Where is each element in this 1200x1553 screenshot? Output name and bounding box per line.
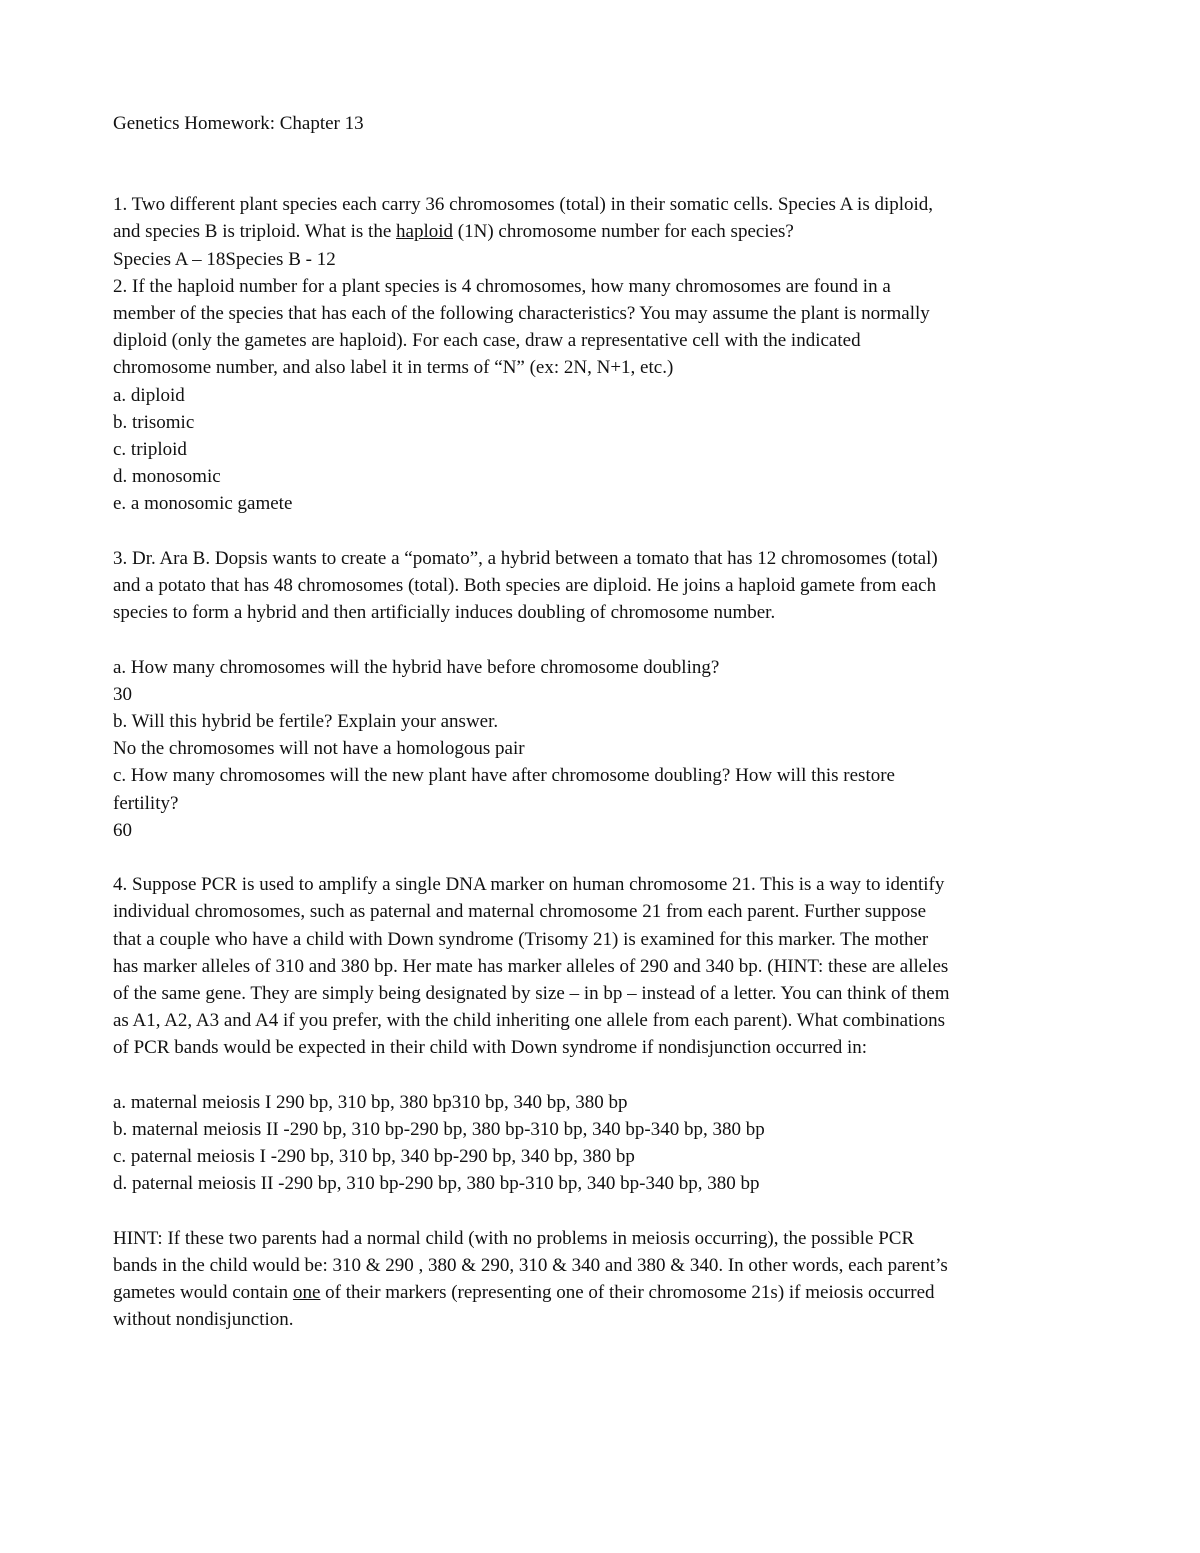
hint-line-2: bands in the child would be: 310 & 290 , 380 & 290, 310 & 340 and 380 & 340. In other words, each parent’s (113, 1255, 948, 1277)
q3-line-3: species to form a hybrid and then artificially induces doubling of chromosome number. (113, 602, 776, 624)
q3-a-answer: 30 (113, 683, 132, 705)
q2-item-a: a. diploid (113, 384, 185, 406)
q4-item-d: d. paternal meiosis II -290 bp, 310 bp-290 bp, 380 bp-310 bp, 340 bp-340 bp, 380 bp (113, 1173, 760, 1195)
question-1 (113, 191, 1120, 273)
question-3 (113, 545, 1120, 844)
q3-c-answer: 60 (113, 819, 132, 841)
q4-line-6: as A1, A2, A3 and A4 if you prefer, with the child inheriting one allele from each parent). What combinations (113, 1010, 946, 1032)
page-title: Genetics Homework: Chapter 13 (113, 113, 364, 134)
q3-line-2: and a potato that has 48 chromosomes (total). Both species are diploid. He joins a haploid gamete from each (113, 575, 937, 597)
q2-item-b: b. trisomic (113, 411, 195, 433)
spacer (113, 518, 1120, 545)
hint-paragraph (113, 1225, 1120, 1334)
q4-item-b: b. maternal meiosis II -290 bp, 310 bp-290 bp, 380 bp-310 bp, 340 bp-340 bp, 380 bp (113, 1119, 765, 1141)
q2-item-e: e. a monosomic gamete (113, 493, 293, 515)
q4-item-a: a. maternal meiosis I 290 bp, 310 bp, 380 bp310 bp, 340 bp, 380 bp (113, 1091, 628, 1113)
q3-line-1: 3. Dr. Ara B. Dopsis wants to create a “pomato”, a hybrid between a tomato that has 12 chromosomes (total) (113, 547, 938, 569)
q3-b-answer: No the chromosomes will not have a homologous pair (113, 738, 525, 760)
q4-line-5: of the same gene. They are simply being designated by size – in bp – instead of a letter. You can think of them (113, 983, 950, 1005)
q3-c-question-1: c. How many chromosomes will the new plant have after chromosome doubling? How will this restore (113, 765, 895, 787)
question-2 (113, 273, 1120, 518)
hint-line-4: without nondisjunction. (113, 1309, 294, 1331)
q3-c-question-2: fertility? (113, 792, 179, 814)
q3-b-question: b. Will this hybrid be fertile? Explain your answer. (113, 711, 499, 733)
q4-line-7: of PCR bands would be expected in their child with Down syndrome if nondisjunction occurred in: (113, 1037, 868, 1059)
q1-line-2 (113, 218, 1120, 245)
q1-line-1: 1. Two different plant species each carry 36 chromosomes (total) in their somatic cells. Species A is diploid, (113, 194, 934, 216)
hint-line-1: HINT: If these two parents had a normal child (with no problems in meiosis occurring), the possible PCR (113, 1227, 915, 1249)
q4-item-c: c. paternal meiosis I -290 bp, 310 bp, 340 bp-290 bp, 340 bp, 380 bp (113, 1146, 635, 1168)
hint-line-3-post: of their markers (representing one of their chromosome 21s) if meiosis occurred (320, 1282, 935, 1304)
q3-a-question: a. How many chromosomes will the hybrid have before chromosome doubling? (113, 656, 720, 678)
q2-item-d: d. monosomic (113, 466, 221, 488)
spacer (113, 1062, 1120, 1089)
q2-line-4: chromosome number, and also label it in terms of “N” (ex: 2N, N+1, etc.) (113, 357, 674, 379)
q4-line-4: has marker alleles of 310 and 380 bp. Her mate has marker alleles of 290 and 340 bp. (HINT: these are alleles (113, 955, 949, 977)
spacer (113, 626, 1120, 653)
q1-underlined-haploid: haploid (396, 221, 454, 243)
q4-line-3: that a couple who have a child with Down syndrome (Trisomy 21) is examined for this marker. The mother (113, 928, 929, 950)
q1-answer: Species A – 18Species B - 12 (113, 248, 336, 270)
hint-underlined-one: one (292, 1282, 321, 1304)
spacer (113, 844, 1120, 871)
spacer (113, 1198, 1120, 1225)
q1-line-2-post: (1N) chromosome number for each species? (453, 221, 794, 243)
hint-line-3-pre: gametes would contain (113, 1282, 293, 1304)
q4-line-2: individual chromosomes, such as paternal and maternal chromosome 21 from each parent. Further suppose (113, 901, 927, 923)
q4-line-1: 4. Suppose PCR is used to amplify a single DNA marker on human chromosome 21. This is a way to identify (113, 874, 945, 896)
question-4 (113, 871, 1120, 1197)
q2-line-2: member of the species that has each of the following characteristics? You may assume the plant is normally (113, 303, 930, 325)
q1-line-2-pre: and species B is triploid. What is the (113, 221, 397, 243)
hint-line-3 (113, 1279, 1120, 1306)
q2-line-3: diploid (only the gametes are haploid). For each case, draw a representative cell with the indicated (113, 330, 861, 352)
q2-line-1: 2. If the haploid number for a plant species is 4 chromosomes, how many chromosomes are found in a (113, 275, 891, 297)
q2-item-c: c. triploid (113, 439, 187, 461)
